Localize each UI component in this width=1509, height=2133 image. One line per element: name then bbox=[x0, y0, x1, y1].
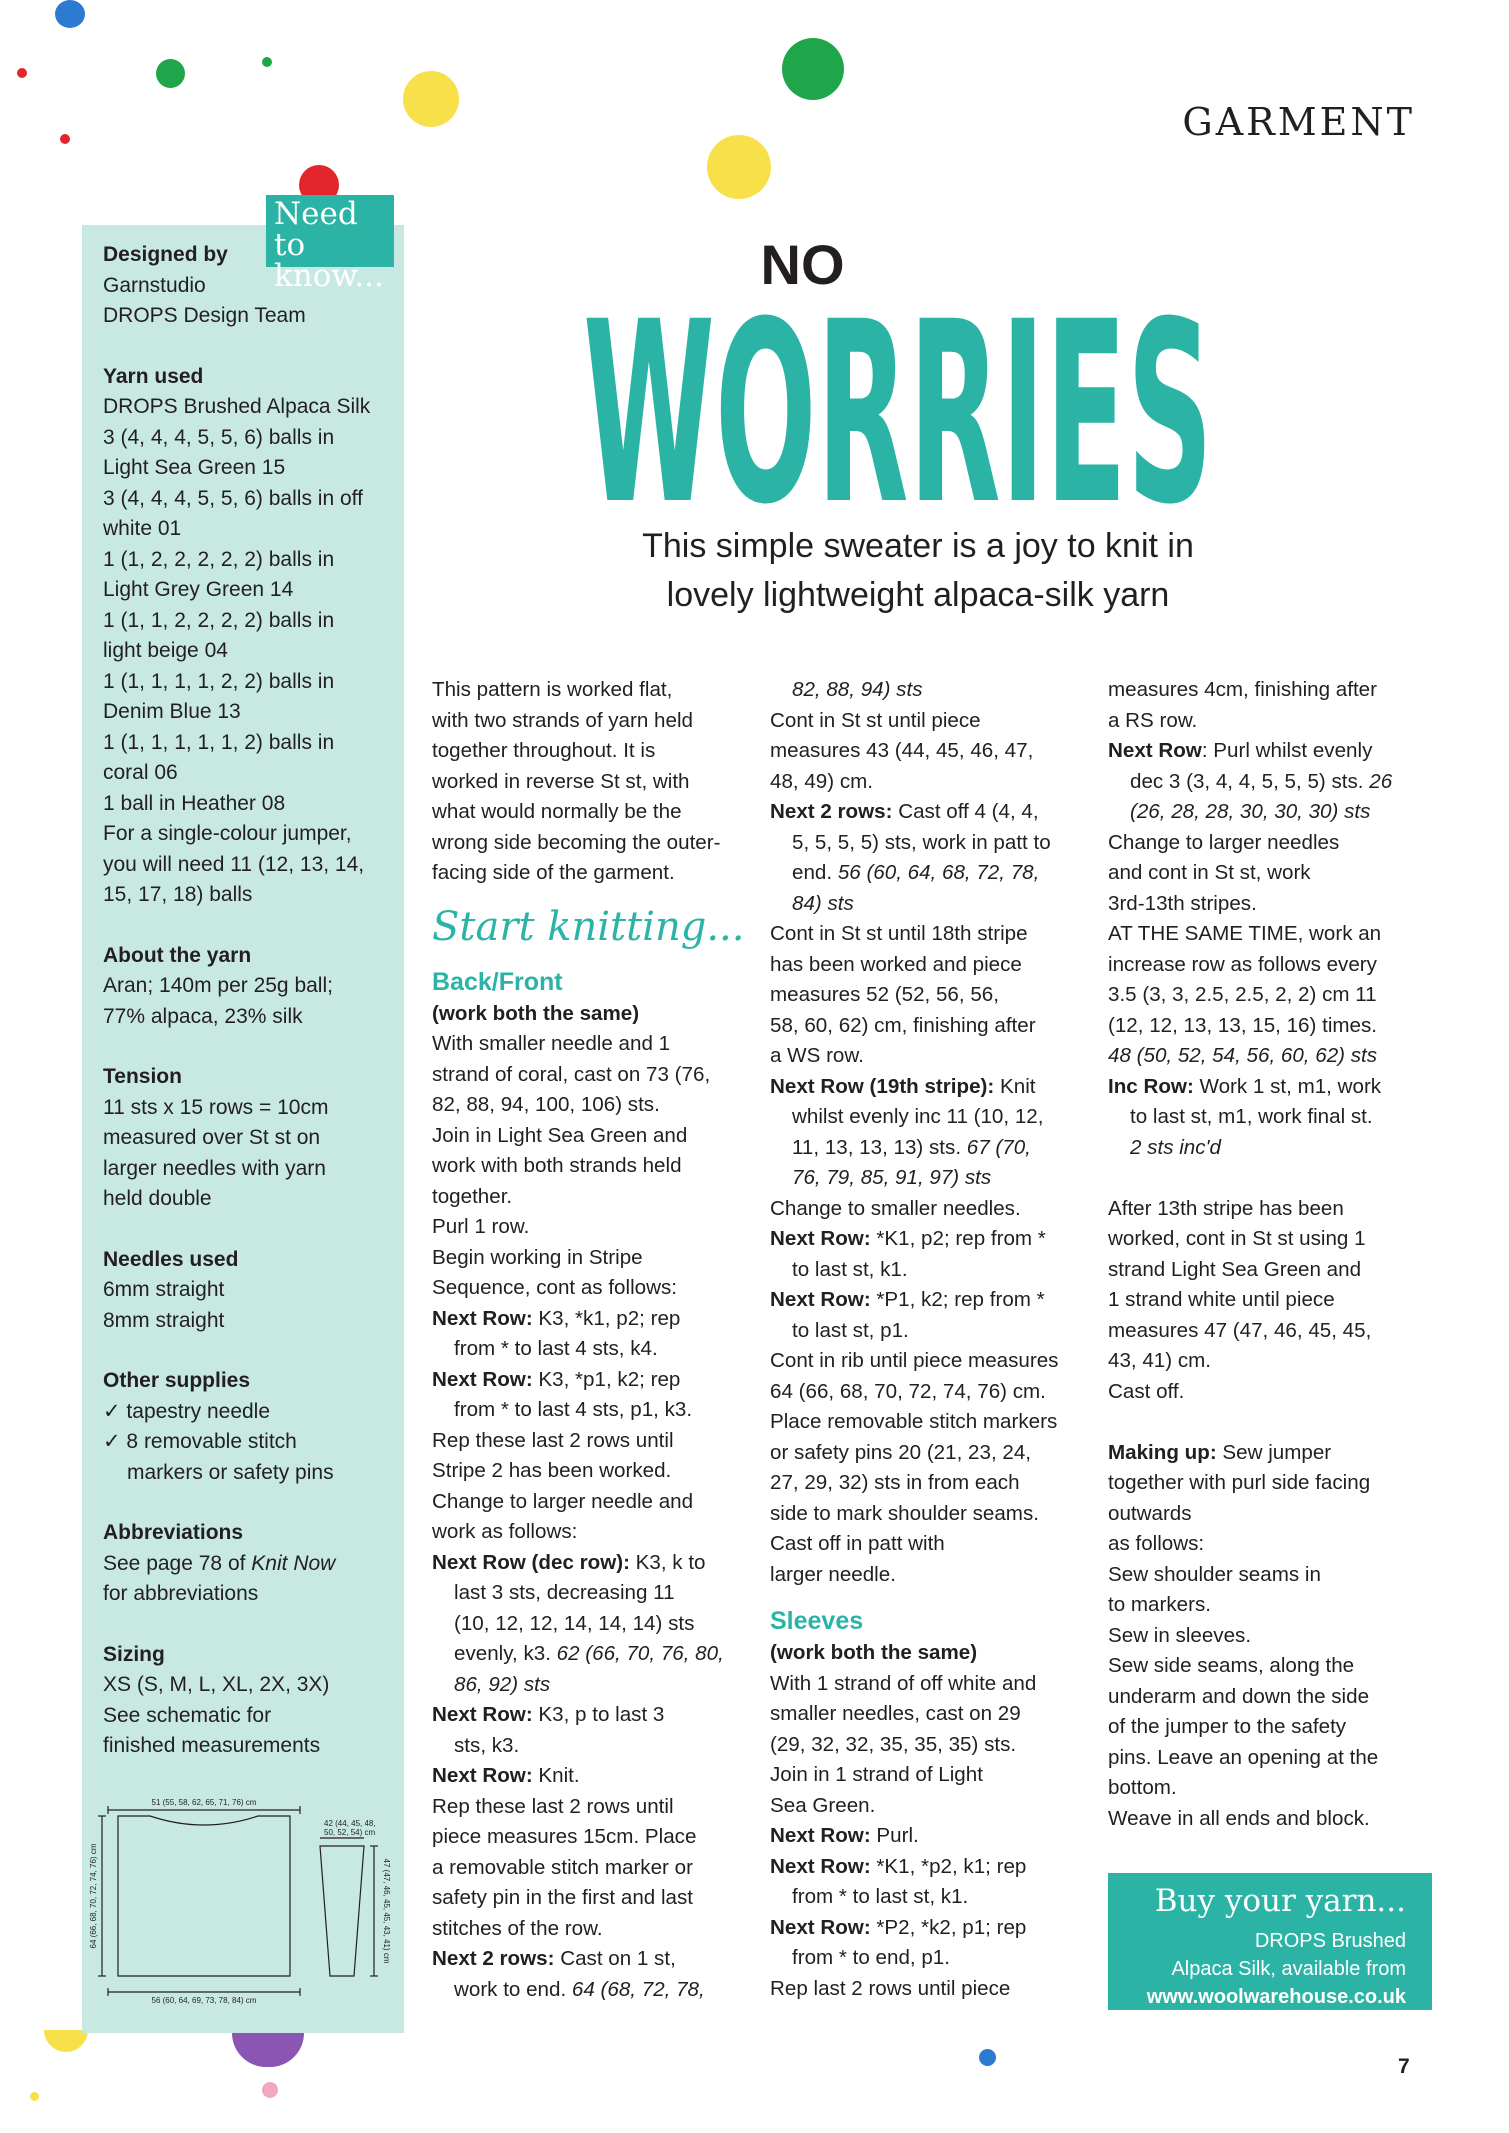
text-line: 11 sts x 15 rows = 10cm bbox=[103, 1095, 329, 1119]
instruction-row bbox=[1108, 1072, 1438, 1103]
text-line: what would normally be the bbox=[432, 800, 682, 823]
row-text: Cast off 4 (4, 4, bbox=[892, 800, 1039, 823]
text-line: Sew shoulder seams in bbox=[1108, 1562, 1321, 1586]
text-line bbox=[770, 675, 1090, 706]
title-small: NO bbox=[760, 233, 845, 296]
spacer bbox=[1108, 1407, 1438, 1438]
decorative-dot-purple bbox=[232, 2033, 304, 2067]
text-line: AT THE SAME TIME, work an bbox=[1108, 922, 1382, 945]
text-line: Sequence, cont as follows: bbox=[432, 1276, 677, 1299]
text-line: 15, 17, 18) balls bbox=[103, 883, 253, 906]
text-line: together throughout. It is bbox=[432, 739, 656, 762]
text-line: Sew side seams, along the bbox=[1108, 1654, 1355, 1677]
text-line: Weave in all ends and block. bbox=[1108, 1806, 1370, 1830]
stitch-count: 26 bbox=[1363, 769, 1393, 793]
text-line: outwards bbox=[1108, 1501, 1192, 1525]
text-line: 58, 60, 62) cm, finishing after bbox=[770, 1013, 1036, 1037]
subheading: (work both the same) bbox=[770, 1641, 978, 1664]
text-line: worked in reverse St st, with bbox=[432, 769, 690, 793]
text-line bbox=[432, 1639, 750, 1670]
decorative-dot-yellow bbox=[403, 71, 459, 127]
decorative-dot-green bbox=[262, 57, 272, 67]
text-line bbox=[1108, 1133, 1438, 1164]
sleeve-length-measure: 47 (47, 46, 45, 45, 43, 41) cm bbox=[382, 1858, 391, 1964]
abbreviations-section bbox=[103, 1518, 393, 1610]
stitch-count: 48 (50, 52, 54, 56, 60, 62) sts bbox=[1108, 1044, 1378, 1067]
magazine-name: Knit Now bbox=[251, 1551, 336, 1575]
text-line: Purl 1 row. bbox=[432, 1215, 530, 1238]
text-line: measures 4cm, finishing after bbox=[1108, 678, 1377, 701]
row-label: Making up: bbox=[1108, 1440, 1217, 1464]
pattern-column-3 bbox=[1108, 675, 1438, 1834]
instruction-row bbox=[432, 1944, 750, 1975]
text-line bbox=[432, 1975, 750, 2006]
sizing-section bbox=[103, 1640, 393, 1762]
sleeve-top-measure: 50, 52, 54) cm bbox=[324, 1828, 376, 1837]
text-line: 3.5 (3, 3, 2.5, 2.5, 2, 2) cm 11 bbox=[1108, 983, 1377, 1006]
buy-your-yarn-box bbox=[1108, 1873, 1432, 2010]
row-label: Next Row: bbox=[770, 1288, 871, 1311]
text-line: With 1 strand of off white and bbox=[770, 1671, 1037, 1695]
subheading: (work both the same) bbox=[432, 1001, 640, 1025]
instruction-row bbox=[432, 1304, 750, 1335]
row-label: Next Row: bbox=[432, 1306, 533, 1330]
text-line bbox=[432, 1670, 750, 1701]
text-line: side to mark shoulder seams. bbox=[770, 1501, 1039, 1525]
instruction-row bbox=[770, 1852, 1090, 1883]
text-line: larger needles with yarn bbox=[103, 1156, 326, 1180]
section-heading: Sizing bbox=[103, 1642, 165, 1666]
text-line: 1 (1, 2, 2, 2, 2, 2) balls in bbox=[103, 547, 335, 571]
text-line: to last st, k1. bbox=[792, 1257, 908, 1281]
text-line: from * to last 4 sts, p1, k3. bbox=[454, 1398, 693, 1421]
decorative-dot-yellow bbox=[30, 2092, 39, 2101]
other-supplies-section bbox=[103, 1366, 393, 1488]
row-label: Next Row (19th stripe): bbox=[770, 1074, 995, 1098]
text-line: Join in 1 strand of Light bbox=[770, 1763, 983, 1786]
text-line: This pattern is worked flat, bbox=[432, 678, 673, 701]
text-line: a RS row. bbox=[1108, 708, 1198, 732]
text-line: (10, 12, 12, 14, 14, 14) sts bbox=[454, 1611, 695, 1635]
section-heading: Designed by bbox=[103, 243, 228, 266]
buy-title: Buy your yarn... bbox=[1154, 1883, 1406, 1919]
body-length-measure: 64 (66, 68, 70, 72, 74, 76) cm bbox=[89, 1843, 98, 1949]
section-heading: Other supplies bbox=[103, 1369, 251, 1392]
buy-line: DROPS Brushed bbox=[1254, 1930, 1406, 1952]
yarn-used-section bbox=[103, 362, 393, 911]
section-heading: About the yarn bbox=[103, 943, 252, 967]
decorative-dot-blue bbox=[979, 2049, 996, 2066]
text-line: DROPS Brushed Alpaca Silk bbox=[103, 395, 371, 418]
row-label: Next Row (dec row): bbox=[432, 1550, 630, 1574]
text-line: pins. Leave an opening at the bbox=[1108, 1745, 1379, 1769]
schematic-diagram bbox=[89, 1796, 392, 2005]
text-line: 6mm straight bbox=[103, 1278, 225, 1301]
row-text: Knit bbox=[994, 1074, 1036, 1098]
text-line: measures 47 (47, 46, 45, 45, bbox=[1108, 1318, 1372, 1342]
text-line: increase row as follows every bbox=[1108, 952, 1377, 976]
text-line: Cast off. bbox=[1108, 1379, 1185, 1403]
text-line: together with purl side facing bbox=[1108, 1471, 1371, 1494]
text-line: 43, 41) cm. bbox=[1108, 1349, 1212, 1372]
section-heading: Yarn used bbox=[103, 364, 204, 388]
row-label: Next Row: bbox=[432, 1367, 533, 1391]
text-line: 82, 88, 94, 100, 106) sts. bbox=[432, 1093, 660, 1116]
text-line: underarm and down the side bbox=[1108, 1684, 1370, 1708]
text-line: finished measurements bbox=[103, 1734, 321, 1757]
instruction-row bbox=[770, 1913, 1090, 1944]
text-line: 27, 29, 32) sts in from each bbox=[770, 1471, 1020, 1494]
body-top-measure: 51 (55, 58, 62, 65, 71, 76) cm bbox=[151, 1798, 257, 1807]
tension-section bbox=[103, 1062, 393, 1215]
instruction-row bbox=[432, 1700, 750, 1731]
text-line bbox=[770, 1133, 1090, 1164]
checklist-item: ✓ tapestry needle bbox=[103, 1399, 271, 1423]
text-line: 64 (66, 68, 70, 72, 74, 76) cm. bbox=[770, 1379, 1046, 1403]
text-line: worked, cont in St st using 1 bbox=[1108, 1227, 1366, 1250]
text-line: (12, 12, 13, 13, 15, 16) times. bbox=[1108, 1013, 1378, 1037]
text-line: Stripe 2 has been worked. bbox=[432, 1459, 672, 1482]
text-line: Garnstudio bbox=[103, 273, 206, 297]
text-line: Join in Light Sea Green and bbox=[432, 1123, 688, 1147]
text-line: piece measures 15cm. Place bbox=[432, 1825, 697, 1848]
decorative-dot-yellow bbox=[707, 135, 771, 199]
row-label: Next 2 rows: bbox=[432, 1947, 555, 1970]
needles-section bbox=[103, 1245, 393, 1337]
row-text: *P2, *k2, p1; rep bbox=[870, 1915, 1027, 1939]
row-text: K3, *p1, k2; rep bbox=[532, 1367, 681, 1391]
text-line: Cont in St st until 18th stripe bbox=[770, 922, 1028, 945]
decorative-dot-red bbox=[17, 68, 27, 78]
pattern-column-1 bbox=[432, 675, 750, 2005]
section-heading: Tension bbox=[103, 1065, 182, 1088]
text-line: Rep last 2 rows until piece bbox=[770, 1976, 1011, 2000]
text-line: to last st, m1, work final st. bbox=[1130, 1105, 1373, 1128]
text-line: Place removable stitch markers bbox=[770, 1410, 1058, 1433]
row-text: *P1, k2; rep from * bbox=[870, 1288, 1045, 1311]
text-line: measured over St st on bbox=[103, 1126, 321, 1149]
text-line: Change to larger needles bbox=[1108, 830, 1340, 854]
instruction-row bbox=[770, 1285, 1090, 1316]
text-line: measures 43 (44, 45, 46, 47, bbox=[770, 739, 1034, 762]
row-text: evenly, k3. bbox=[454, 1642, 551, 1665]
text-line bbox=[770, 1163, 1090, 1194]
text-line: you will need 11 (12, 13, 14, bbox=[103, 852, 365, 876]
text-line: Change to larger needle and bbox=[432, 1489, 694, 1513]
instruction-row bbox=[432, 1548, 750, 1579]
decorative-dot-green bbox=[782, 38, 844, 100]
section-heading: Needles used bbox=[103, 1247, 239, 1271]
stitch-count: 62 (66, 70, 76, 80, bbox=[550, 1642, 724, 1665]
row-label: Inc Row: bbox=[1108, 1074, 1194, 1098]
text-line: 48, 49) cm. bbox=[770, 769, 874, 793]
text-line: 1 strand white until piece bbox=[1108, 1288, 1335, 1311]
pattern-column-2 bbox=[770, 675, 1090, 2004]
stitch-count: 64 (68, 72, 78, bbox=[566, 1977, 705, 2001]
text-line: and cont in St st, work bbox=[1108, 861, 1311, 884]
sleeve-outline bbox=[320, 1846, 364, 1976]
text-line: Rep these last 2 rows until bbox=[432, 1428, 674, 1452]
subtitle-line: lovely lightweight alpaca-silk yarn bbox=[666, 576, 1170, 614]
row-text: *K1, p2; rep from * bbox=[870, 1227, 1046, 1250]
text-line: light beige 04 bbox=[103, 639, 228, 662]
sidebar-content bbox=[103, 240, 393, 1792]
decorative-dot-yellow bbox=[44, 2030, 88, 2052]
text-line: with two strands of yarn held bbox=[432, 708, 693, 732]
text-line: Rep these last 2 rows until bbox=[432, 1794, 674, 1818]
text-line: 3rd-13th stripes. bbox=[1108, 891, 1257, 915]
row-text: *K1, *p2, k1; rep bbox=[870, 1854, 1027, 1878]
start-knitting-heading: Start knitting... bbox=[432, 903, 745, 950]
instruction-row bbox=[1108, 1438, 1438, 1469]
text-line: Change to smaller needles. bbox=[770, 1196, 1021, 1220]
text-line: whilst evenly inc 11 (10, 12, bbox=[792, 1105, 1044, 1128]
text-line: strand Light Sea Green and bbox=[1108, 1257, 1362, 1281]
text-line: Light Grey Green 14 bbox=[103, 578, 294, 601]
text-line: or safety pins 20 (21, 23, 24, bbox=[770, 1440, 1032, 1464]
text-line bbox=[770, 858, 1090, 889]
page-number: 7 bbox=[1398, 2055, 1410, 2078]
checklist-item: ✓ 8 removable stitch bbox=[103, 1430, 297, 1453]
text-line: 1 (1, 1, 1, 1, 1, 2) balls in bbox=[103, 730, 335, 754]
decorative-dot-pink bbox=[262, 2082, 278, 2098]
shop-link[interactable]: www.woolwarehouse.co.uk bbox=[1146, 1986, 1406, 2008]
row-text: dec 3 (3, 4, 4, 5, 5, 5) sts. bbox=[1130, 769, 1364, 793]
text-line: For a single-colour jumper, bbox=[103, 822, 352, 845]
row-text: 11, 13, 13, 13) sts. bbox=[792, 1135, 962, 1159]
row-text: Purl. bbox=[870, 1824, 919, 1847]
instruction-row bbox=[770, 797, 1090, 828]
text-line: sts, k3. bbox=[454, 1733, 520, 1757]
row-text: Work 1 st, m1, work bbox=[1193, 1074, 1382, 1098]
text-line: After 13th stripe has been bbox=[1108, 1196, 1344, 1220]
row-label: Next Row: bbox=[770, 1915, 871, 1939]
about-yarn-section bbox=[103, 941, 393, 1033]
text-line: from * to last 4 sts, k4. bbox=[454, 1337, 658, 1360]
text-line: With smaller needle and 1 bbox=[432, 1032, 671, 1055]
section-heading: Abbreviations bbox=[103, 1521, 244, 1544]
text-line: Cont in rib until piece measures bbox=[770, 1349, 1059, 1372]
text-line: work with both strands held bbox=[432, 1154, 682, 1177]
text-span: See page 78 of bbox=[103, 1551, 252, 1575]
stitch-count: 67 (70, bbox=[961, 1135, 1031, 1159]
text-line: 3 (4, 4, 4, 5, 5, 6) balls in bbox=[103, 425, 335, 449]
buy-line: Alpaca Silk, available from bbox=[1171, 1958, 1406, 1980]
instruction-row bbox=[770, 1224, 1090, 1255]
text-line: stitches of the row. bbox=[432, 1916, 603, 1940]
decorative-dot-red bbox=[60, 134, 70, 144]
checklist-item-continued: markers or safety pins bbox=[127, 1460, 334, 1484]
text-line: Cast off in patt with bbox=[770, 1532, 945, 1555]
text-line: together. bbox=[432, 1184, 513, 1208]
row-label: Next Row: bbox=[770, 1227, 871, 1250]
row-text: Knit. bbox=[532, 1764, 580, 1787]
section-label: GARMENT bbox=[1182, 100, 1415, 144]
text-line: from * to end, p1. bbox=[792, 1946, 950, 1969]
decorative-dot-blue bbox=[55, 0, 85, 28]
text-line bbox=[1108, 767, 1438, 798]
text-line: 5, 5, 5, 5) sts, work in patt to bbox=[792, 830, 1051, 854]
stitch-count: 56 (60, 64, 68, 72, 78, bbox=[832, 861, 1040, 884]
text-line bbox=[770, 889, 1090, 920]
text-line: white 01 bbox=[103, 517, 182, 540]
row-text: : Purl whilst evenly bbox=[1201, 739, 1373, 762]
sleeves-heading: Sleeves bbox=[770, 1607, 864, 1635]
row-label: Next 2 rows: bbox=[770, 800, 893, 823]
row-label: Next Row: bbox=[432, 1703, 533, 1726]
body-bottom-measure: 56 (60, 64, 69, 73, 78, 84) cm bbox=[151, 1996, 257, 2005]
text-line: Light Sea Green 15 bbox=[103, 456, 286, 479]
text-line: measures 52 (52, 56, 56, bbox=[770, 983, 999, 1006]
row-text: K3, p to last 3 bbox=[532, 1703, 665, 1726]
text-line: a WS row. bbox=[770, 1044, 864, 1067]
text-line bbox=[103, 1549, 393, 1580]
text-line: for abbreviations bbox=[103, 1582, 259, 1605]
text-line: of the jumper to the safety bbox=[1108, 1715, 1347, 1738]
text-line: as follows: bbox=[1108, 1532, 1205, 1555]
stitch-count: 84) sts bbox=[792, 891, 854, 915]
row-text: work to end. bbox=[454, 1977, 567, 2001]
text-line: XS (S, M, L, XL, 2X, 3X) bbox=[103, 1673, 330, 1696]
text-line: wrong side becoming the outer- bbox=[432, 830, 721, 854]
body-outline bbox=[118, 1816, 290, 1976]
stitch-count: 86, 92) sts bbox=[454, 1672, 551, 1696]
text-line: coral 06 bbox=[103, 761, 178, 784]
sleeve-top-measure: 42 (44, 45, 48, bbox=[324, 1819, 376, 1828]
text-line: Denim Blue 13 bbox=[103, 700, 241, 723]
row-label: Next Row: bbox=[432, 1764, 533, 1787]
instruction-row bbox=[1108, 736, 1438, 767]
text-line: strand of coral, cast on 73 (76, bbox=[432, 1062, 711, 1086]
text-line: 1 ball in Heather 08 bbox=[103, 791, 286, 815]
stitch-count: 2 sts inc'd bbox=[1130, 1135, 1221, 1159]
row-label: Next Row: bbox=[770, 1824, 871, 1847]
text-line: Cont in St st until piece bbox=[770, 708, 981, 732]
row-text: Sew jumper bbox=[1216, 1440, 1332, 1464]
stitch-count: 82, 88, 94) sts bbox=[792, 678, 923, 701]
stitch-count: 76, 79, 85, 91, 97) sts bbox=[792, 1166, 992, 1189]
text-line: work as follows: bbox=[432, 1520, 578, 1543]
back-front-heading: Back/Front bbox=[432, 967, 563, 996]
text-line: See schematic for bbox=[103, 1703, 272, 1727]
text-line: Begin working in Stripe bbox=[432, 1245, 643, 1269]
text-line: a removable stitch marker or bbox=[432, 1855, 693, 1879]
text-line: (29, 32, 32, 35, 35, 35) sts. bbox=[770, 1732, 1017, 1756]
text-line: has been worked and piece bbox=[770, 952, 1022, 976]
text-line: DROPS Design Team bbox=[103, 304, 306, 327]
decorative-dot-green bbox=[156, 59, 185, 88]
text-line: from * to last st, k1. bbox=[792, 1885, 969, 1908]
text-line: 1 (1, 1, 2, 2, 2, 2) balls in bbox=[103, 608, 335, 632]
subtitle-line: This simple sweater is a joy to knit in bbox=[642, 527, 1194, 565]
text-line: Aran; 140m per 25g ball; bbox=[103, 974, 333, 997]
instruction-row bbox=[432, 1761, 750, 1792]
text-line bbox=[1108, 1041, 1438, 1072]
text-line bbox=[1108, 797, 1438, 828]
text-line: facing side of the garment. bbox=[432, 861, 675, 884]
text-line: smaller needles, cast on 29 bbox=[770, 1702, 1021, 1725]
row-text: end. bbox=[792, 861, 833, 884]
need-to-know-tab: Need to know... bbox=[266, 195, 394, 267]
spacer bbox=[1108, 1163, 1438, 1194]
instruction-row bbox=[770, 1821, 1090, 1852]
subtitle bbox=[558, 522, 1278, 620]
text-line: 1 (1, 1, 1, 1, 2, 2) balls in bbox=[103, 669, 335, 693]
row-label: Next Row: bbox=[770, 1854, 871, 1878]
row-label: Next Row bbox=[1108, 739, 1202, 762]
text-line: held double bbox=[103, 1187, 212, 1210]
text-line: 77% alpaca, 23% silk bbox=[103, 1004, 303, 1028]
text-line: safety pin in the first and last bbox=[432, 1886, 693, 1909]
instruction-row bbox=[432, 1365, 750, 1396]
row-text: K3, *k1, p2; rep bbox=[532, 1306, 681, 1330]
text-line: Sea Green. bbox=[770, 1793, 876, 1817]
title-main-text: WORRIES bbox=[583, 268, 1213, 559]
text-line: to last st, p1. bbox=[792, 1318, 909, 1342]
text-line: larger needle. bbox=[770, 1562, 896, 1586]
instruction-row bbox=[770, 1072, 1090, 1103]
text-line: bottom. bbox=[1108, 1776, 1177, 1799]
text-line: Sew in sleeves. bbox=[1108, 1623, 1252, 1647]
row-text: Cast on 1 st, bbox=[554, 1947, 676, 1970]
stitch-count: (26, 28, 28, 30, 30, 30) sts bbox=[1130, 800, 1371, 823]
text-line: 3 (4, 4, 4, 5, 5, 6) balls in off bbox=[103, 486, 363, 510]
row-text: K3, k to bbox=[629, 1550, 706, 1574]
text-line: 8mm straight bbox=[103, 1308, 225, 1332]
text-line: last 3 sts, decreasing 11 bbox=[454, 1581, 675, 1604]
text-line: to markers. bbox=[1108, 1593, 1211, 1616]
